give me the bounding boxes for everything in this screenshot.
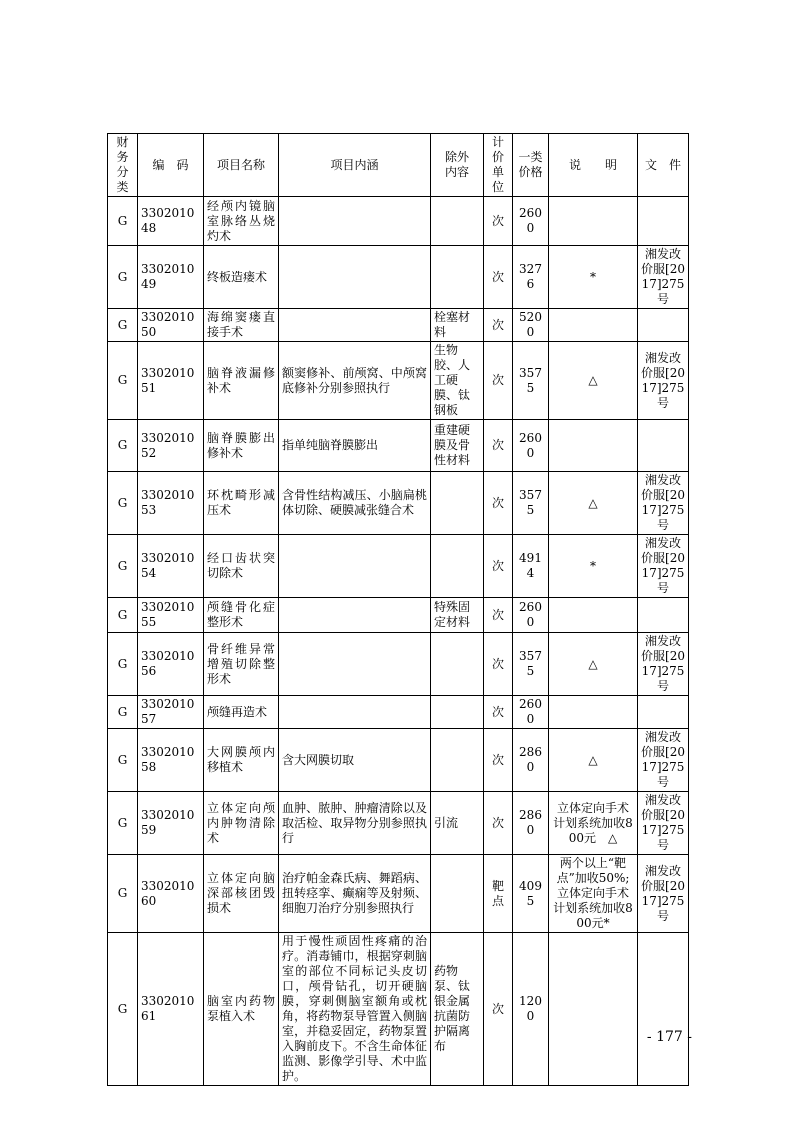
row-price: 2860 bbox=[513, 729, 549, 792]
header-code: 编 码 bbox=[138, 134, 204, 197]
row-price: 2600 bbox=[513, 197, 549, 246]
row-unit: 次 bbox=[484, 598, 513, 633]
row-name: 脑脊液漏修补术 bbox=[204, 342, 279, 420]
row-code: 330201050 bbox=[138, 309, 204, 342]
table-row bbox=[108, 342, 689, 420]
header-name: 项目名称 bbox=[204, 134, 279, 197]
row-category: G bbox=[108, 246, 138, 309]
row-content: 额窦修补、前颅窝、中颅窝底修补分别参照执行 bbox=[279, 342, 431, 420]
row-price: 4095 bbox=[513, 855, 549, 933]
row-category: G bbox=[108, 342, 138, 420]
row-exclusions: 栓塞材料 bbox=[431, 309, 484, 342]
row-category: G bbox=[108, 197, 138, 246]
row-files: 湘发改价服[2017]275号 bbox=[638, 855, 689, 933]
row-code: 330201049 bbox=[138, 246, 204, 309]
table-row bbox=[108, 633, 689, 696]
row-code: 330201059 bbox=[138, 792, 204, 855]
row-name: 立体定向脑深部核团毁损术 bbox=[204, 855, 279, 933]
row-category: G bbox=[108, 855, 138, 933]
row-unit: 次 bbox=[484, 342, 513, 420]
row-notes bbox=[549, 309, 638, 342]
table-row bbox=[108, 246, 689, 309]
row-files bbox=[638, 309, 689, 342]
row-exclusions bbox=[431, 729, 484, 792]
row-code: 330201051 bbox=[138, 342, 204, 420]
row-notes: * bbox=[549, 535, 638, 598]
row-name: 经颅内镜脑室脉络丛烧灼术 bbox=[204, 197, 279, 246]
row-code: 330201061 bbox=[138, 933, 204, 1086]
row-files: 湘发改价服[2017]275号 bbox=[638, 792, 689, 855]
row-price: 5200 bbox=[513, 309, 549, 342]
row-notes bbox=[549, 598, 638, 633]
row-category: G bbox=[108, 472, 138, 535]
price-table bbox=[107, 133, 689, 1086]
row-exclusions: 生物胶、人工硬膜、钛钢板 bbox=[431, 342, 484, 420]
row-unit: 次 bbox=[484, 696, 513, 729]
table-row bbox=[108, 309, 689, 342]
row-notes: △ bbox=[549, 729, 638, 792]
row-exclusions bbox=[431, 696, 484, 729]
table-row bbox=[108, 197, 689, 246]
row-content bbox=[279, 696, 431, 729]
row-category: G bbox=[108, 696, 138, 729]
row-notes bbox=[549, 197, 638, 246]
table-row bbox=[108, 420, 689, 472]
row-files bbox=[638, 197, 689, 246]
row-name: 颅缝骨化症整形术 bbox=[204, 598, 279, 633]
row-content: 指单纯脑脊膜膨出 bbox=[279, 420, 431, 472]
row-code: 330201055 bbox=[138, 598, 204, 633]
row-exclusions bbox=[431, 535, 484, 598]
row-unit: 次 bbox=[484, 246, 513, 309]
row-unit: 次 bbox=[484, 729, 513, 792]
table-row bbox=[108, 729, 689, 792]
row-notes bbox=[549, 696, 638, 729]
row-exclusions bbox=[431, 246, 484, 309]
row-price: 2600 bbox=[513, 696, 549, 729]
table-row bbox=[108, 855, 689, 933]
page-number: - 177 - bbox=[646, 1029, 692, 1045]
row-notes: 两个以上“靶点”加收50%;立体定向手术计划系统加收800元* bbox=[549, 855, 638, 933]
table-row bbox=[108, 535, 689, 598]
row-exclusions: 特殊固定材料 bbox=[431, 598, 484, 633]
row-category: G bbox=[108, 633, 138, 696]
row-name: 海绵窦瘘直接手术 bbox=[204, 309, 279, 342]
row-notes: △ bbox=[549, 342, 638, 420]
row-name: 终板造瘘术 bbox=[204, 246, 279, 309]
row-price: 2600 bbox=[513, 598, 549, 633]
row-exclusions: 药物泵、钛银金属抗菌防护隔离布 bbox=[431, 933, 484, 1086]
row-price: 2600 bbox=[513, 420, 549, 472]
row-exclusions: 引流 bbox=[431, 792, 484, 855]
row-code: 330201048 bbox=[138, 197, 204, 246]
row-files bbox=[638, 696, 689, 729]
row-content bbox=[279, 598, 431, 633]
row-content: 用于慢性顽固性疼痛的治疗。消毒铺巾，根据穿刺脑室的部位不同标记头皮切口，颅骨钻孔，切开硬脑膜，穿刺侧脑室额角或枕角，将药物泵导管置入侧脑室，并稳妥固定，药物泵置入胸前皮下。不含生命体征监测、影像学引导、术中监护。 bbox=[279, 933, 431, 1086]
row-code: 330201058 bbox=[138, 729, 204, 792]
row-files bbox=[638, 933, 689, 1086]
header-notes: 说 明 bbox=[549, 134, 638, 197]
row-notes: 立体定向手术计划系统加收800元 △ bbox=[549, 792, 638, 855]
row-exclusions bbox=[431, 197, 484, 246]
row-content: 治疗帕金森氏病、舞蹈病、扭转痉挛、癫痫等及射频、细胞刀治疗分别参照执行 bbox=[279, 855, 431, 933]
row-unit: 次 bbox=[484, 535, 513, 598]
row-unit: 次 bbox=[484, 933, 513, 1086]
row-price: 3575 bbox=[513, 342, 549, 420]
row-files: 湘发改价服[2017]275号 bbox=[638, 633, 689, 696]
row-notes: * bbox=[549, 246, 638, 309]
table-row bbox=[108, 933, 689, 1086]
row-category: G bbox=[108, 598, 138, 633]
header-price: 一类 价格 bbox=[513, 134, 549, 197]
row-name: 颅缝再造术 bbox=[204, 696, 279, 729]
row-content bbox=[279, 633, 431, 696]
row-content bbox=[279, 535, 431, 598]
row-content: 含骨性结构减压、小脑扁桃体切除、硬膜减张缝合术 bbox=[279, 472, 431, 535]
row-files: 湘发改价服[2017]275号 bbox=[638, 342, 689, 420]
row-price: 3575 bbox=[513, 633, 549, 696]
row-price: 1200 bbox=[513, 933, 549, 1086]
row-name: 经口齿状突切除术 bbox=[204, 535, 279, 598]
table-row bbox=[108, 696, 689, 729]
row-content bbox=[279, 309, 431, 342]
row-name: 脑室内药物泵植入术 bbox=[204, 933, 279, 1086]
header-content: 项目内涵 bbox=[279, 134, 431, 197]
row-category: G bbox=[108, 933, 138, 1086]
row-price: 3276 bbox=[513, 246, 549, 309]
row-code: 330201056 bbox=[138, 633, 204, 696]
row-code: 330201053 bbox=[138, 472, 204, 535]
row-unit: 次 bbox=[484, 197, 513, 246]
row-price: 4914 bbox=[513, 535, 549, 598]
row-category: G bbox=[108, 420, 138, 472]
table-header-row bbox=[108, 134, 689, 197]
row-category: G bbox=[108, 792, 138, 855]
header-files: 文 件 bbox=[638, 134, 689, 197]
header-exclusions: 除外 内容 bbox=[431, 134, 484, 197]
table-row bbox=[108, 472, 689, 535]
row-code: 330201052 bbox=[138, 420, 204, 472]
row-category: G bbox=[108, 729, 138, 792]
row-price: 3575 bbox=[513, 472, 549, 535]
row-unit: 次 bbox=[484, 420, 513, 472]
row-name: 脑脊膜膨出修补术 bbox=[204, 420, 279, 472]
row-exclusions bbox=[431, 472, 484, 535]
row-files: 湘发改价服[2017]275号 bbox=[638, 472, 689, 535]
row-price: 2860 bbox=[513, 792, 549, 855]
row-exclusions bbox=[431, 855, 484, 933]
row-unit: 次 bbox=[484, 792, 513, 855]
row-name: 环枕畸形减压术 bbox=[204, 472, 279, 535]
row-name: 大网膜颅内移植术 bbox=[204, 729, 279, 792]
row-name: 骨纤维异常增殖切除整形术 bbox=[204, 633, 279, 696]
row-files bbox=[638, 420, 689, 472]
row-files: 湘发改价服[2017]275号 bbox=[638, 535, 689, 598]
row-notes bbox=[549, 933, 638, 1086]
row-code: 330201054 bbox=[138, 535, 204, 598]
row-unit: 次 bbox=[484, 309, 513, 342]
row-category: G bbox=[108, 309, 138, 342]
row-unit: 次 bbox=[484, 633, 513, 696]
row-files: 湘发改价服[2017]275号 bbox=[638, 246, 689, 309]
row-code: 330201057 bbox=[138, 696, 204, 729]
row-notes bbox=[549, 420, 638, 472]
row-name: 立体定向颅内肿物清除术 bbox=[204, 792, 279, 855]
row-files: 湘发改价服[2017]275号 bbox=[638, 729, 689, 792]
row-unit: 靶点 bbox=[484, 855, 513, 933]
row-exclusions bbox=[431, 633, 484, 696]
row-notes: △ bbox=[549, 633, 638, 696]
row-content bbox=[279, 197, 431, 246]
row-content: 含大网膜切取 bbox=[279, 729, 431, 792]
row-category: G bbox=[108, 535, 138, 598]
row-unit: 次 bbox=[484, 472, 513, 535]
header-category: 财务 分类 bbox=[108, 134, 138, 197]
table-row bbox=[108, 792, 689, 855]
row-notes: △ bbox=[549, 472, 638, 535]
table-row bbox=[108, 598, 689, 633]
header-unit: 计价 单位 bbox=[484, 134, 513, 197]
row-content bbox=[279, 246, 431, 309]
row-files bbox=[638, 598, 689, 633]
row-content: 血肿、脓肿、肿瘤清除以及取活检、取异物分别参照执行 bbox=[279, 792, 431, 855]
row-code: 330201060 bbox=[138, 855, 204, 933]
row-exclusions: 重建硬膜及骨性材料 bbox=[431, 420, 484, 472]
